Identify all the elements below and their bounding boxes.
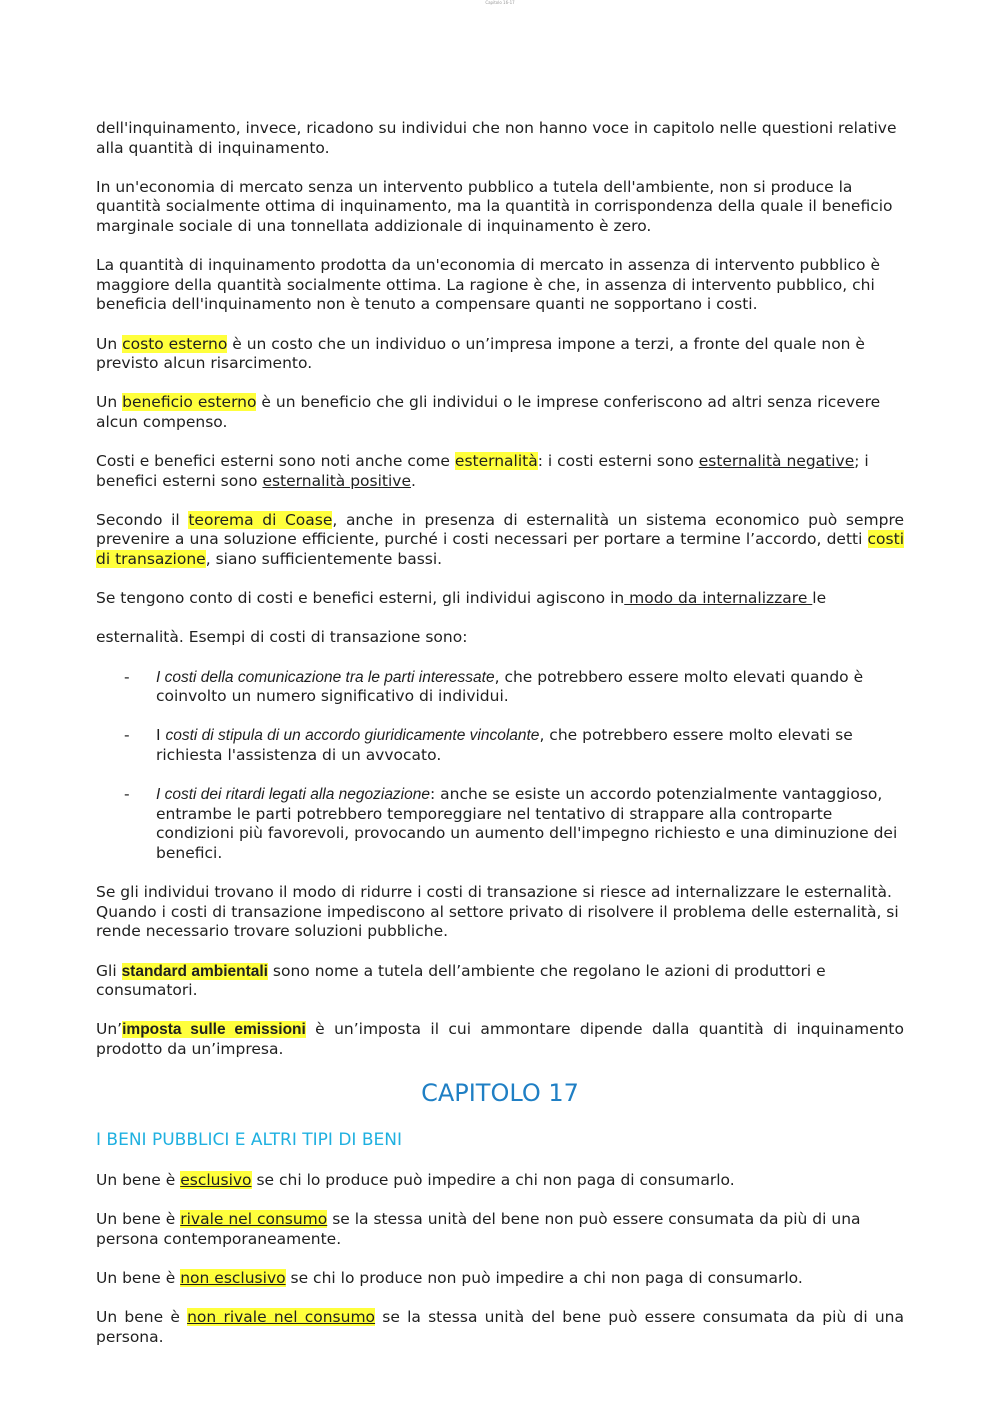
- underlined-term: esternalità negative: [698, 452, 855, 471]
- transaction-costs-list: [96, 668, 904, 864]
- document-body: [96, 119, 904, 1367]
- italic-term: I costi della comunicazione tra le parti interessate: [156, 668, 495, 686]
- highlighted-term: costo esterno: [122, 334, 228, 353]
- paragraph-beneficio-esterno: [96, 393, 904, 432]
- list-marker: -: [124, 785, 130, 804]
- paragraph-esternalita: [96, 452, 904, 491]
- list-item: [96, 668, 904, 707]
- highlighted-term: imposta sulle emissioni: [122, 1021, 306, 1039]
- text-run: è un costo che un individuo o un’impresa impone a terzi, a fronte del quale non è previsto alcun risarcimento.: [96, 334, 865, 373]
- text-run: Un bene è: [96, 1269, 181, 1288]
- paragraph-imposta-emissioni: [96, 1020, 904, 1059]
- text-run: Un bene è: [96, 1171, 181, 1190]
- paragraph-internalizzare: [96, 589, 904, 609]
- highlighted-term: beneficio esterno: [122, 393, 257, 412]
- text-run: , che potrebbero essere molto elevati se richiesta l'assistenza di un avvocato.: [156, 726, 853, 764]
- chapter-title: CAPITOLO 17: [421, 1079, 579, 1108]
- paragraph-esclusivo: [96, 1171, 904, 1191]
- text-run: , siano sufficientemente bassi.: [205, 550, 443, 569]
- underlined-term: modo da internalizzare: [624, 589, 813, 608]
- paragraph-3: La quantità di inquinamento prodotta da un'economia di mercato in assenza di intervento pubblico è maggiore della quantità socialmente ottima. La ragione è che, in assenza di intervento pubblico, chi beneficia dell'inquinamento non è tenuto a compensare quanti ne sopportano i costi.: [96, 256, 880, 314]
- list-item: [96, 785, 904, 863]
- highlighted-term: non esclusivo: [180, 1269, 286, 1288]
- text-run: se chi lo produce può impedire a chi non paga di consumarlo.: [251, 1171, 735, 1190]
- text-run: è un’imposta il cui ammontare dipende dalla quantità di inquinamento prodotto da un’impresa.: [96, 1020, 904, 1058]
- list-marker: -: [124, 667, 130, 686]
- highlighted-term: rivale nel consumo: [180, 1210, 328, 1229]
- paragraph-internalizzazione: Se gli individui trovano il modo di ridurre i costi di transazione si riesce ad internalizzare le esternalità. Quando i costi di transazione impediscono al settore privato di risolvere il problema delle esternalità, si rende necessario trovare soluzioni pubbliche.: [96, 883, 899, 941]
- text-run: Secondo il: [96, 510, 189, 529]
- paragraph-non-esclusivo: [96, 1269, 904, 1289]
- paragraph-standard-ambientali: [96, 962, 904, 1001]
- text-run: è un beneficio che gli individui o le imprese conferiscono ad altri senza ricevere alcun compenso.: [96, 393, 881, 431]
- text-run: sono nome a tutela dell’ambiente che regolano le azioni di produttori e consumatori.: [96, 961, 826, 1000]
- text-run: se la stessa unità del bene può essere consumata da più di una persona.: [96, 1308, 904, 1346]
- text-run: se chi lo produce non può impedire a chi non paga di consumarlo.: [285, 1269, 803, 1288]
- paragraph-2: In un'economia di mercato senza un intervento pubblico a tutela dell'ambiente, non si produce la quantità socialmente ottima di inquinamento, ma la quantità in corrispondenza della quale il beneficio marginale sociale di una tonnellata addizionale di inquinamento è zero.: [96, 177, 893, 235]
- text-run: , che potrebbero essere molto elevati quando è coinvolto un numero significativo di individui.: [156, 667, 864, 706]
- text-run: : i costi esterni sono: [537, 452, 699, 471]
- paragraph-costo-esterno: [96, 335, 904, 374]
- highlighted-term: teorema di Coase: [188, 510, 333, 529]
- list-marker: -: [124, 726, 130, 745]
- paragraph-non-rivale: [96, 1308, 904, 1347]
- highlighted-term: esclusivo: [180, 1171, 252, 1190]
- text-run: Gli: [96, 961, 122, 980]
- page-header-mark: Capitolo 16-17: [485, 0, 515, 5]
- text-run: : anche se esiste un accordo potenzialmente vantaggioso, entrambe le parti potrebbero temporeggiare nel tentativo di strappare alla controparte condizioni più favorevoli, provocando un aumento dell'impegno richiesto e una diminuzione dei benefici.: [156, 785, 898, 862]
- text-run: se la stessa unità del bene non può essere consumata da più di una persona contemporaneamente.: [96, 1210, 861, 1248]
- text-run: .: [411, 471, 416, 490]
- section-title: I BENI PUBBLICI E ALTRI TIPI DI BENI: [96, 1130, 402, 1151]
- text-run: Un’: [96, 1020, 123, 1039]
- text-run: I: [156, 726, 166, 745]
- text-run: Se tengono conto di costi e benefici esterni, gli individui agiscono in: [96, 589, 625, 608]
- text-run: , anche in presenza di esternalità un sistema economico può sempre prevenire a una soluzione efficiente, purché i costi necessari per portare a termine l’accordo, detti: [96, 510, 905, 549]
- paragraph-teorema-coase: [96, 511, 904, 570]
- highlighted-term: non rivale nel consumo: [187, 1308, 376, 1327]
- italic-term: I costi dei ritardi legati alla negoziazione: [156, 786, 430, 804]
- paragraph-1: dell'inquinamento, invece, ricadono su individui che non hanno voce in capitolo nelle questioni relative alla quantità di inquinamento.: [96, 119, 897, 157]
- text-run: Un bene è: [96, 1308, 188, 1327]
- text-run: Un bene è: [96, 1210, 181, 1229]
- paragraph-rivale: [96, 1210, 904, 1249]
- highlighted-term: esternalità: [454, 452, 538, 471]
- text-run: Un: [96, 334, 123, 353]
- list-item: [96, 726, 904, 765]
- text-run: ; i benefici esterni sono: [96, 452, 869, 490]
- text-run: Costi e benefici esterni sono noti anche come: [96, 452, 455, 471]
- text-run: le: [812, 589, 827, 608]
- underlined-term: esternalità positive: [262, 471, 411, 490]
- paragraph-esempi-intro: esternalità. Esempi di costi di transazione sono:: [96, 628, 468, 647]
- text-run: Un: [96, 393, 123, 412]
- italic-term: costi di stipula di un accordo giuridicamente vincolante: [165, 727, 540, 745]
- highlighted-term: costi di transazione: [96, 530, 904, 569]
- highlighted-term: standard ambientali: [121, 962, 268, 980]
